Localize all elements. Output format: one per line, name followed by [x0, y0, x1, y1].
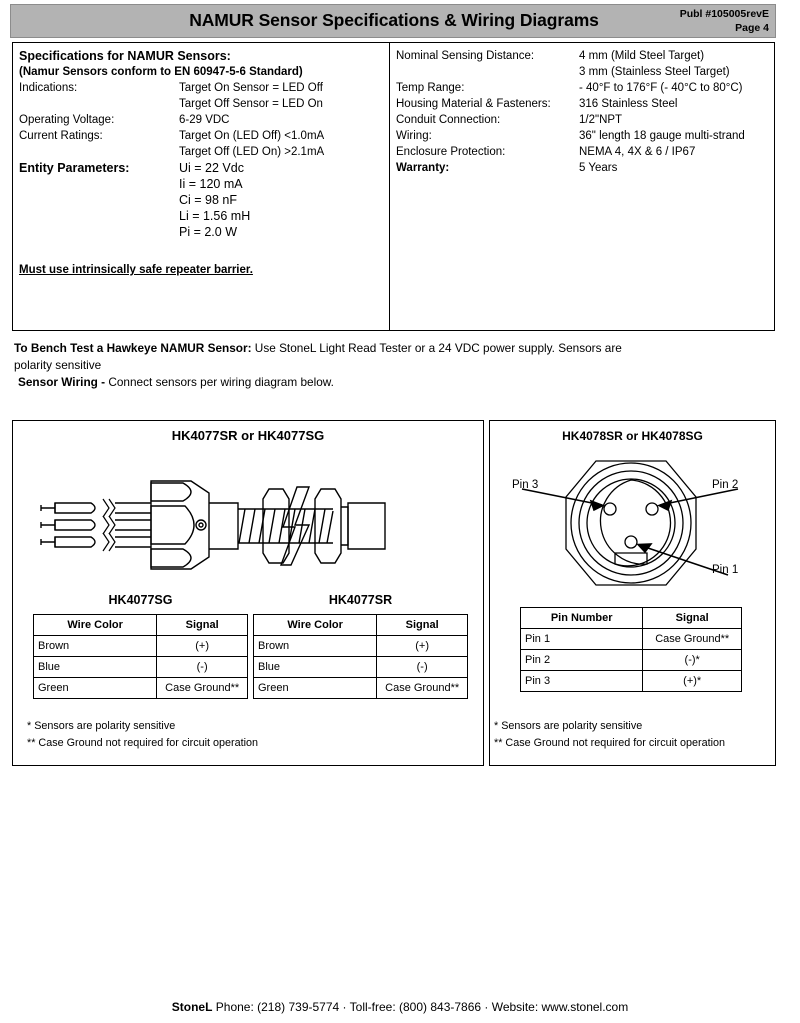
spec-value: 6-29 VDC: [179, 114, 230, 126]
spec-value: Target On Sensor = LED Off: [179, 82, 323, 94]
entity-parameters-row: [19, 176, 383, 192]
cell-wire-color: Green: [254, 678, 377, 699]
entity-parameters-row: [19, 192, 383, 208]
spec-key: Current Ratings:: [19, 130, 103, 142]
spec-value: 4 mm (Mild Steel Target): [579, 50, 705, 62]
specifications-box: [12, 42, 775, 331]
spec-subheading: (Namur Sensors conform to EN 60947-5-6 Standard): [19, 66, 303, 78]
table-row: [521, 629, 742, 650]
entity-parameter-value: Ii = 120 mA: [179, 177, 243, 191]
callout-pin-2: Pin 2: [712, 479, 739, 491]
bench-test-instruction-line2: polarity sensitive: [14, 358, 102, 372]
table-row: [34, 657, 248, 678]
warranty-value: 5 Years: [579, 162, 618, 174]
cell-signal: Case Ground**: [377, 678, 468, 699]
table-row: [34, 636, 248, 657]
cell-signal: Case Ground**: [157, 678, 248, 699]
spec-value: - 40°F to 176°F (- 40°C to 80°C): [579, 82, 743, 94]
sensor-wiring-instruction: [14, 374, 774, 391]
spec-row: [396, 48, 772, 64]
spec-value: 316 Stainless Steel: [579, 98, 678, 110]
column-header-wire-color: Wire Color: [34, 615, 157, 636]
spec-value: Target Off Sensor = LED On: [179, 98, 323, 110]
table-header-row: [34, 615, 248, 636]
specifications-left-column: [13, 43, 389, 330]
entity-parameters-label: Entity Parameters:: [19, 161, 130, 175]
cell-signal: (+): [157, 636, 248, 657]
spec-row: [19, 96, 383, 112]
sensor-wiring-lead: Sensor Wiring -: [18, 375, 106, 389]
callout-pin-3: Pin 3: [512, 479, 539, 491]
cell-wire-color: Blue: [34, 657, 157, 678]
spec-key: Indications:: [19, 82, 78, 94]
spec-value: 36" length 18 gauge multi-strand: [579, 130, 745, 142]
entity-parameters-spacer: [19, 208, 179, 224]
wire-color-table-hk4077sg: [33, 614, 248, 699]
bench-test-instruction: [14, 340, 774, 357]
cell-signal: (+)*: [643, 671, 742, 692]
publication-number: Publ #105005revE: [679, 8, 769, 20]
column-header-signal: Signal: [377, 615, 468, 636]
instructions-block: [14, 340, 774, 391]
entity-parameters-spacer: [19, 176, 179, 192]
spec-key: Nominal Sensing Distance:: [396, 50, 535, 62]
cell-pin-number: Pin 2: [521, 650, 643, 671]
company-name: StoneL: [171, 1000, 213, 1014]
spec-row: [396, 64, 772, 80]
footnote-polarity: * Sensors are polarity sensitive: [494, 720, 643, 732]
spec-key: Housing Material & Fasteners:: [396, 98, 551, 110]
pin-signal-table-hk4078: [520, 607, 742, 692]
entity-parameter-value: Pi = 2.0 W: [179, 225, 238, 239]
table-row: [254, 678, 468, 699]
spec-row: [396, 128, 772, 144]
wiring-diagram-panel-hk4078: [489, 420, 776, 766]
table-row: [254, 636, 468, 657]
cell-signal: (-)*: [643, 650, 742, 671]
spec-value: Target Off (LED On) >2.1mA: [179, 146, 325, 158]
footnote-case-ground: ** Case Ground not required for circuit operation: [494, 737, 726, 749]
spec-row: [396, 112, 772, 128]
contact-info: Phone: (218) 739-5774 · Toll-free: (800) 843-7866 · Website: www.stonel.com: [212, 1000, 629, 1014]
bench-test-lead: To Bench Test a Hawkeye NAMUR Sensor:: [14, 341, 252, 355]
entity-parameter-value: Ui = 22 Vdc: [179, 161, 244, 175]
page-footer: [0, 1000, 800, 1014]
wire-color-table-hk4077sr: [253, 614, 468, 699]
warranty-row: [396, 160, 772, 176]
footnotes-right-panel: [494, 718, 725, 752]
cell-signal: Case Ground**: [643, 629, 742, 650]
table-header-row: [254, 615, 468, 636]
panel-title-hk4078: HK4078SR or HK4078SG: [562, 429, 703, 443]
spec-key: Operating Voltage:: [19, 114, 115, 126]
spec-key: Wiring:: [396, 130, 432, 142]
table-row: [34, 678, 248, 699]
cell-wire-color: Green: [34, 678, 157, 699]
spec-row: [19, 128, 383, 144]
table-caption-hk4077sr: HK4077SR: [328, 593, 393, 607]
spec-value: 3 mm (Stainless Steel Target): [579, 66, 730, 78]
spec-key: Temp Range:: [396, 82, 465, 94]
wiring-diagram-panel-hk4077: [12, 420, 484, 766]
table-row: [254, 657, 468, 678]
entity-parameter-value: Li = 1.56 mH: [179, 209, 251, 223]
panel-title-hk4077: HK4077SR or HK4077SG: [171, 428, 325, 443]
spec-row: [396, 80, 772, 96]
barrier-warning-note: Must use intrinsically safe repeater barrier.: [19, 264, 253, 276]
page-title: NAMUR Sensor Specifications & Wiring Diagrams: [189, 10, 599, 30]
spec-key: Conduit Connection:: [396, 114, 501, 126]
cell-signal: (+): [377, 636, 468, 657]
spec-heading: Specifications for NAMUR Sensors:: [19, 49, 231, 63]
footnote-case-ground: ** Case Ground not required for circuit operation: [27, 737, 259, 749]
entity-parameters-row: [19, 224, 383, 240]
cell-wire-color: Brown: [34, 636, 157, 657]
spec-key: [19, 96, 179, 112]
spec-row: [396, 144, 772, 160]
table-caption-hk4077sg: HK4077SG: [108, 593, 173, 607]
spec-value: 1/2"NPT: [579, 114, 623, 126]
page-header-band: [10, 4, 776, 38]
page-number: Page 4: [735, 22, 769, 34]
spec-row: [19, 112, 383, 128]
sensor-wiring-body: Connect sensors per wiring diagram below.: [105, 375, 334, 389]
cell-pin-number: Pin 3: [521, 671, 643, 692]
bench-test-body: Use StoneL Light Read Tester or a 24 VDC power supply. Sensors are: [251, 341, 622, 355]
column-header-pin-number: Pin Number: [521, 608, 643, 629]
warranty-label: Warranty:: [396, 162, 450, 174]
column-header-wire-color: Wire Color: [254, 615, 377, 636]
column-header-signal: Signal: [157, 615, 248, 636]
publication-info: [680, 7, 769, 35]
cell-signal: (-): [377, 657, 468, 678]
spec-row: [396, 96, 772, 112]
cell-wire-color: Blue: [254, 657, 377, 678]
table-header-row: [521, 608, 742, 629]
entity-parameter-value: Ci = 98 nF: [179, 193, 238, 207]
entity-parameters-row: [19, 208, 383, 224]
specifications-right-column: [390, 43, 776, 330]
callout-pin-1: Pin 1: [712, 564, 739, 576]
entity-parameters-spacer: [19, 224, 179, 240]
footnote-polarity: * Sensors are polarity sensitive: [27, 720, 176, 732]
barrel-sensor-diagram: [33, 463, 463, 583]
cell-wire-color: Brown: [254, 636, 377, 657]
spec-key: [19, 144, 179, 160]
column-header-signal: Signal: [643, 608, 742, 629]
spec-value: Target On (LED Off) <1.0mA: [179, 130, 325, 142]
spec-key: Enclosure Protection:: [396, 146, 506, 158]
spec-row: [19, 80, 383, 96]
cell-signal: (-): [157, 657, 248, 678]
footnotes-left-panel: [27, 718, 258, 752]
table-row: [521, 671, 742, 692]
entity-parameters-row: [19, 160, 383, 176]
spec-row: [19, 144, 383, 160]
table-row: [521, 650, 742, 671]
spec-key: [396, 64, 579, 80]
cell-pin-number: Pin 1: [521, 629, 643, 650]
entity-parameters-spacer: [19, 192, 179, 208]
spec-value: NEMA 4, 4X & 6 / IP67: [579, 146, 696, 158]
